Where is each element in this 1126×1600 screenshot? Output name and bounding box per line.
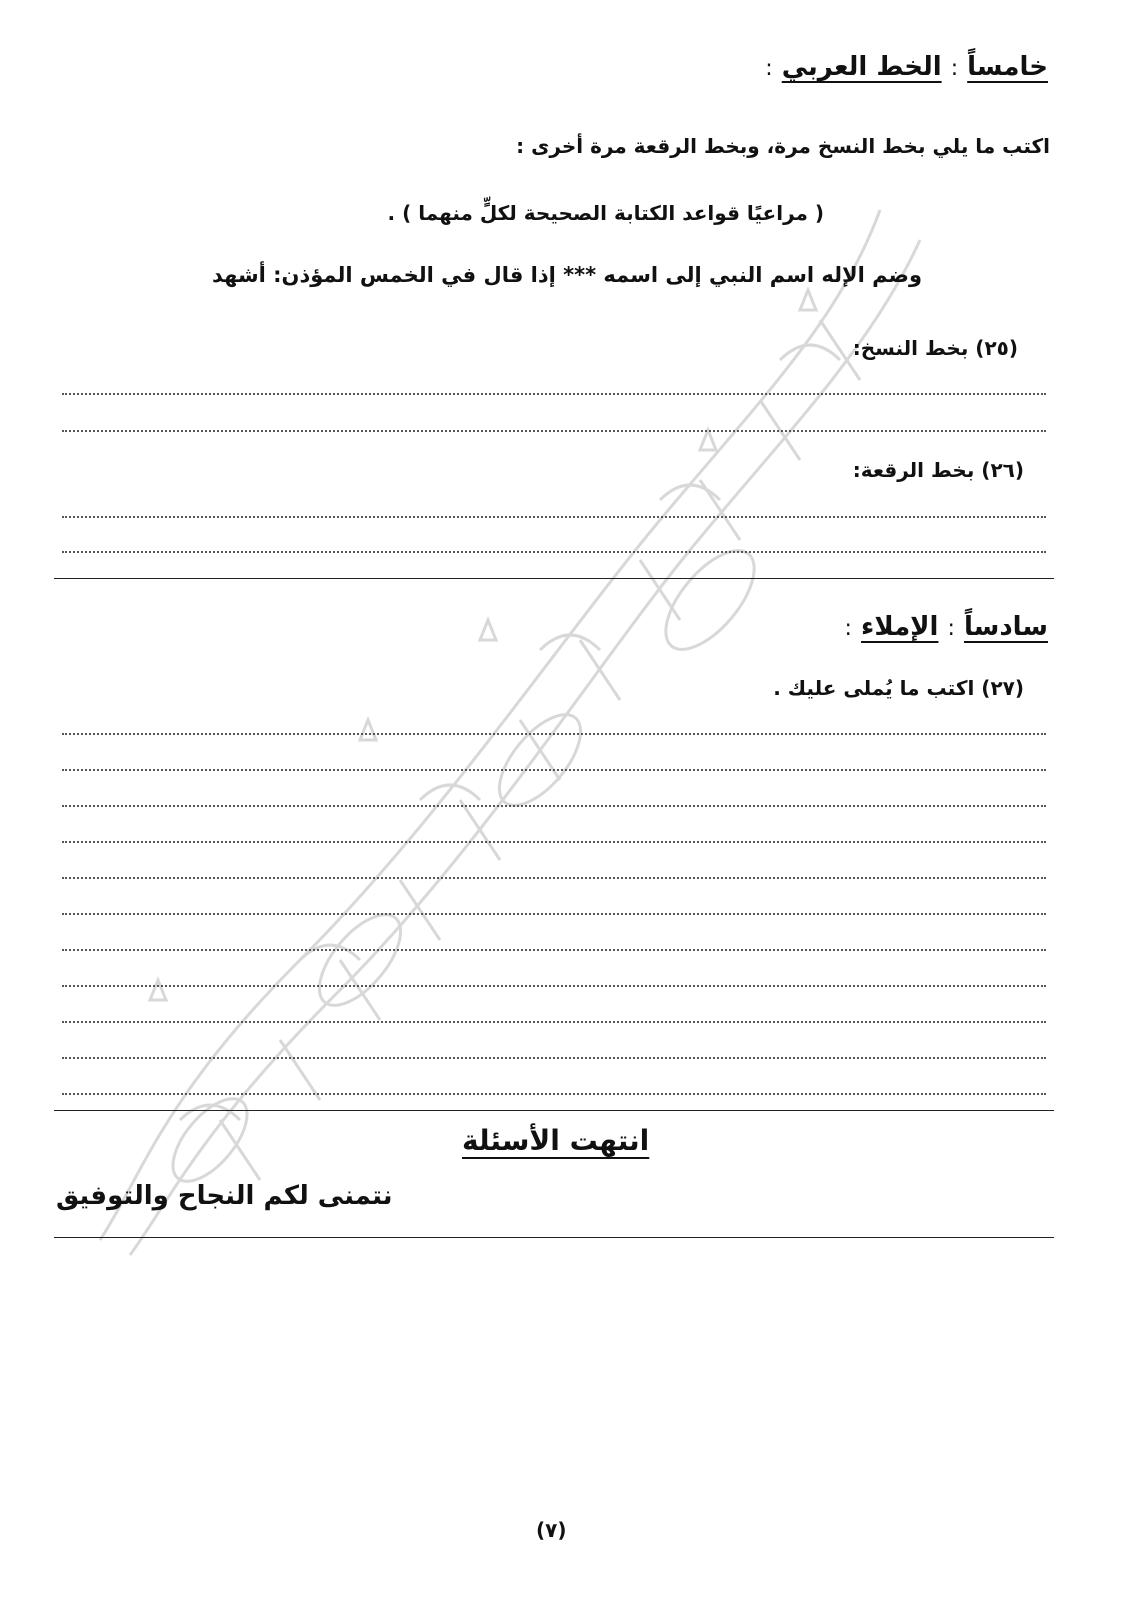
dictation-line-7[interactable] [62, 949, 1046, 951]
dictation-line-9[interactable] [62, 1021, 1046, 1023]
section6-colon: : [947, 616, 955, 641]
section5-note: ( مراعيًا قواعد الكتابة الصحيحة لكلٍّ منهما ) . [387, 201, 824, 225]
dictation-line-4[interactable] [62, 841, 1046, 843]
answer-line-25a[interactable] [62, 393, 1046, 395]
answer-line-26a[interactable] [62, 516, 1046, 518]
section-divider-2 [54, 1110, 1054, 1111]
section6-number: سادساً [963, 612, 1048, 642]
dictation-line-3[interactable] [62, 805, 1046, 807]
section6-colon-end: : [844, 616, 852, 641]
question-26-label: (٢٦) بخط الرقعة: [852, 458, 1024, 482]
question-27-label: (٢٧) اكتب ما يُملى عليك . [773, 676, 1024, 700]
dictation-line-10[interactable] [62, 1057, 1046, 1059]
dictation-line-1[interactable] [62, 733, 1046, 735]
dictation-line-11[interactable] [62, 1093, 1046, 1095]
page-number: (٧) [536, 1518, 567, 1542]
dictation-line-6[interactable] [62, 913, 1046, 915]
section5-heading [765, 52, 1048, 82]
closing-wish: نتمنى لكم النجاح والتوفيق [56, 1181, 393, 1211]
section5-verse: وضم الإله اسم النبي إلى اسمه *** إذا قال في الخمس المؤذن: أشهد [211, 263, 922, 287]
answer-line-25b[interactable] [62, 430, 1046, 432]
section6-heading [845, 612, 1048, 642]
question-25-label: (٢٥) بخط النسخ: [852, 336, 1018, 360]
section5-instruction: اكتب ما يلي بخط النسخ مرة، وبخط الرقعة مرة أخرى : [516, 134, 1050, 158]
dictation-line-8[interactable] [62, 985, 1046, 987]
footer-rule [54, 1237, 1054, 1238]
section5-number: خامساً [967, 52, 1048, 82]
section5-title: الخط العربي [781, 52, 942, 82]
end-of-questions: انتهت الأسئلة [462, 1124, 650, 1157]
dictation-line-2[interactable] [62, 769, 1046, 771]
section6-title: الإملاء [861, 612, 939, 642]
section5-colon: : [950, 56, 959, 81]
answer-line-26b[interactable] [62, 551, 1046, 553]
section5-colon-end: : [765, 56, 773, 81]
section-divider [54, 578, 1054, 579]
dictation-line-5[interactable] [62, 877, 1046, 879]
